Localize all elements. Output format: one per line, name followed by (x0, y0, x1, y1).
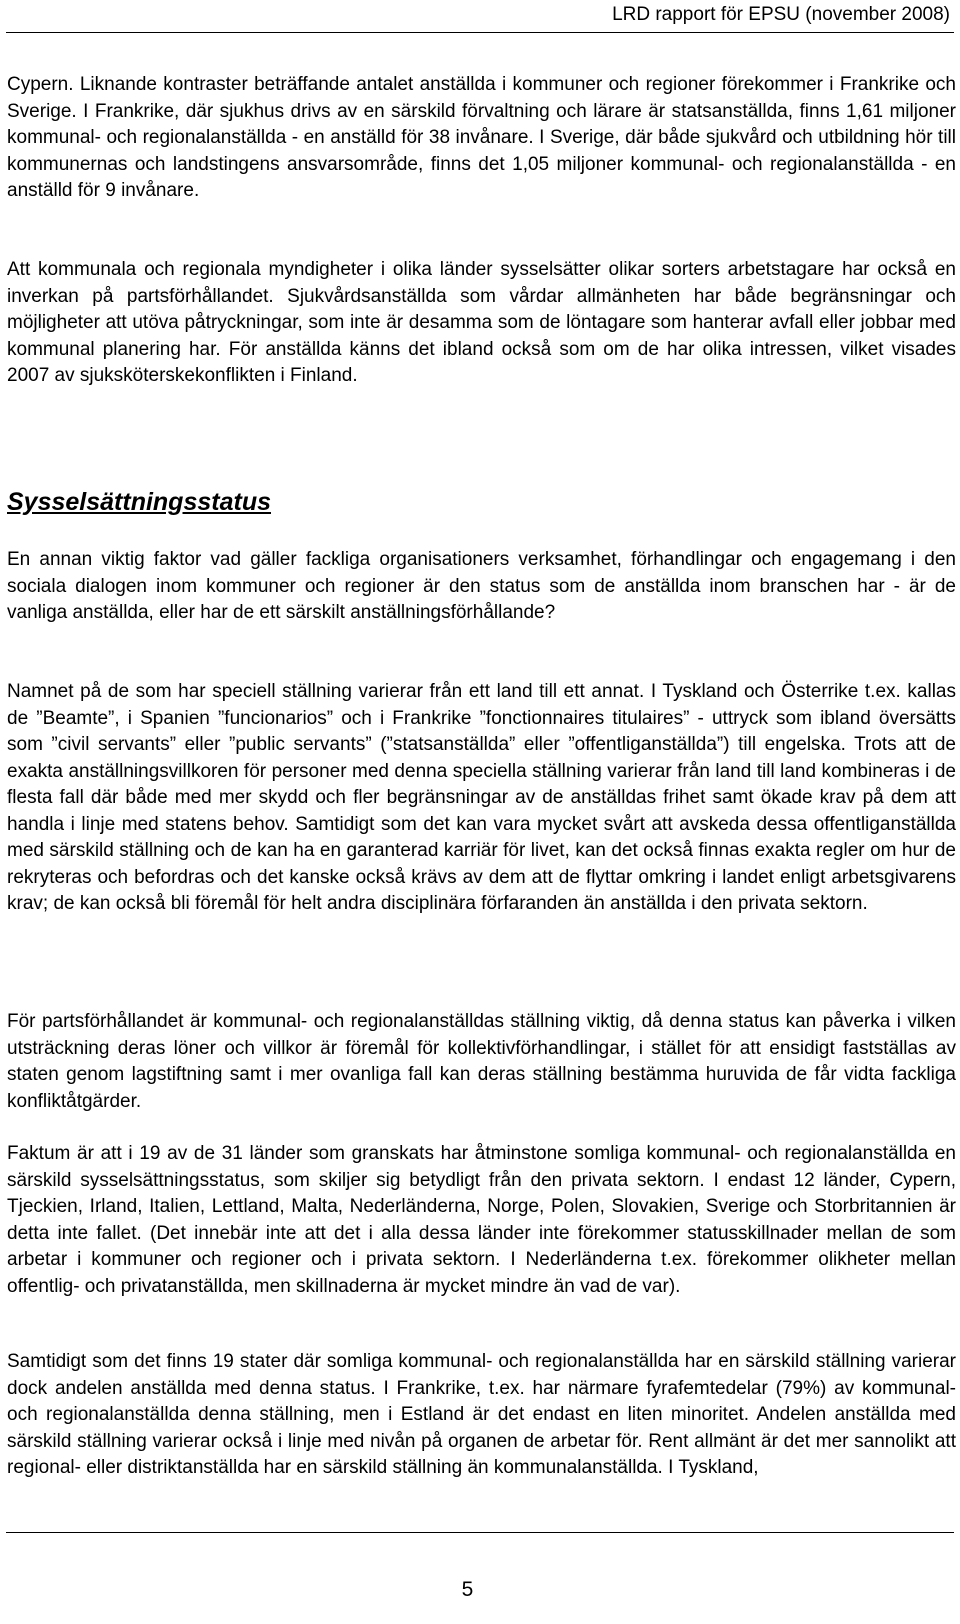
body-paragraph-1 (7, 72, 956, 205)
body-paragraph-7 (7, 1349, 956, 1482)
section-heading: Sysselsättningsstatus (7, 488, 271, 516)
paragraph-text: Att kommunala och regionala myndigheter i olika länder sysselsätter olikar sorters arbetstagare har också en inverkan på partsförhållandet. Sjukvårdsanställda som vårdar allmänheten har både begränsningar och möjligheter att utöva påtryckningar, som inte är desamma som de löntagare som hanterar avfall eller jobbar med kommunal planering har. För anställda känns det ibland också som om de har olika intressen, vilket visades 2007 av sjuksköterskekonflikten i Finland. (7, 259, 956, 386)
body-paragraph-4 (7, 679, 956, 918)
paragraph-text: Namnet på de som har speciell ställning varierar från ett land till ett annat. I Tyskland och Österrike t.ex. kallas de ”Beamte”, i Spanien ”funcionarios” och i Frankrike ”fonctionnaires titulaires” - uttryck som ibland översätts som ”civil servants” eller ”public servants” (”statsanställda” eller ”offentliganställda”) till engelska. Trots att de exakta anställningsvillkoren för personer med denna speciella ställning varierar från land till land kombineras i de flesta fall där både med mer skydd och fler begränsningar av de anställdas frihet samt ökade krav på dem att handla i linje med statens behov. Samtidigt som det kan vara mycket svårt att avskeda dessa offentliganställda med särskild ställning och de kan ha en garanterad karriär för livet, kan det också finnas exakta regler om hur de rekryteras och befordras och det kanske också krävs av dem att de flyttar omkring i landet enligt arbetsgivarens krav; de kan också bli föremål för helt andra disciplinära förfaranden än anställda i den privata sektorn. (7, 681, 956, 914)
body-paragraph-6 (7, 1141, 956, 1300)
body-paragraph-2 (7, 257, 956, 390)
page-number: 5 (461, 1578, 474, 1601)
body-paragraph-5 (7, 1009, 956, 1115)
paragraph-text: Cypern. Liknande kontraster beträffande antalet anställda i kommuner och regioner förekommer i Frankrike och Sverige. I Frankrike, där sjukhus drivs av en särskild förvaltning och lärare är statsanställda, finns 1,61 miljoner kommunal- och regionalanställda - en anställd för 38 invånare. I Sverige, där både sjukvård och utbildning hör till kommunernas och landstingens ansvarsområde, finns det 1,05 miljoner kommunal- och regionalanställda - en anställd för 9 invånare. (7, 74, 956, 201)
footer-divider (6, 1532, 954, 1533)
header-divider (6, 32, 954, 33)
paragraph-text: Faktum är att i 19 av de 31 länder som granskats har åtminstone somliga kommunal- och regionalanställda en särskild sysselsättningsstatus, som skiljer sig betydligt från den privata sektorn. I endast 12 länder, Cypern, Tjeckien, Irland, Italien, Lettland, Malta, Nederländerna, Norge, Polen, Slovakien, Sverige och Storbritannien är detta inte fallet. (Det innebär inte att det i alla dessa länder inte förekommer statusskillnader mellan de som arbetar i kommuner och regioner och i privata sektorn. I Nederländerna t.ex. förekommer olikheter mellan offentlig- och privatanställda, men skillnaderna är mycket mindre än vad de var). (7, 1143, 956, 1297)
body-paragraph-3 (7, 547, 956, 627)
paragraph-text: En annan viktig faktor vad gäller fackliga organisationers verksamhet, förhandlingar och engagemang i den sociala dialogen inom kommuner och regioner är den status som de anställda inom branschen har - är de vanliga anställda, eller har de ett särskilt anställningsförhållande? (7, 549, 956, 623)
paragraph-text: För partsförhållandet är kommunal- och regionalanställdas ställning viktig, då denna status kan påverka i vilken utsträckning deras löner och villkor är föremål för kollektivförhandlingar, i stället för att ensidigt fastställas av staten genom lagstiftning samt i mer ovanliga fall kan deras ställning bestämma huruvida de får vidta fackliga konfliktåtgärder. (7, 1011, 956, 1112)
paragraph-text: Samtidigt som det finns 19 stater där somliga kommunal- och regionalanställda har en särskild ställning varierar dock andelen anställda med denna status. I Frankrike, t.ex. har närmare fyrafemtedelar (79%) av kommunal- och regionalanställda denna ställning, men i Estland är det endast en liten minoritet. Andelen anställda med särskild ställning varierar också i linje med nivån på organen de arbetar för. Rent allmänt är det mer sannolikt att regional- eller distriktanställda har en särskild ställning än kommunalanställda. I Tyskland, (7, 1351, 956, 1478)
running-header: LRD rapport för EPSU (november 2008) (612, 4, 950, 25)
